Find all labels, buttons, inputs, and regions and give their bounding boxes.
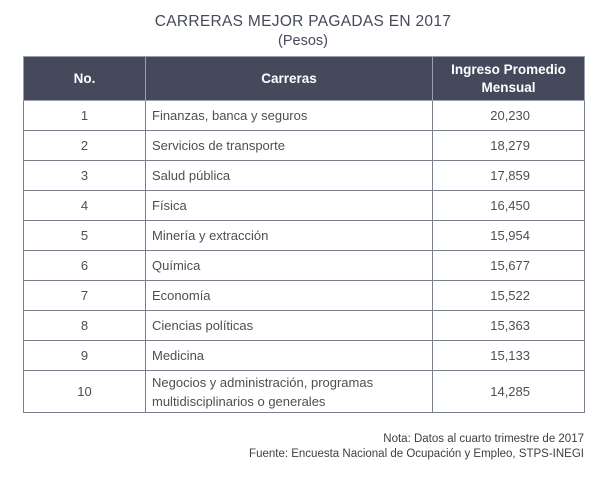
- row-income: 15,522: [433, 281, 585, 311]
- footnotes: [249, 432, 584, 462]
- header-career: Carreras: [146, 57, 433, 101]
- table-row: [24, 341, 585, 371]
- row-income: 17,859: [433, 161, 585, 191]
- row-career: Ciencias políticas: [146, 311, 433, 341]
- table-row: [24, 191, 585, 221]
- table-row: [24, 281, 585, 311]
- row-career: Química: [146, 251, 433, 281]
- row-career: Finanzas, banca y seguros: [146, 101, 433, 131]
- row-no: 9: [24, 341, 146, 371]
- row-no: 3: [24, 161, 146, 191]
- row-career: Servicios de transporte: [146, 131, 433, 161]
- table-row: [24, 371, 585, 413]
- table-row: [24, 101, 585, 131]
- row-career: Minería y extracción: [146, 221, 433, 251]
- row-income: 15,677: [433, 251, 585, 281]
- page-subtitle: (Pesos): [278, 33, 328, 49]
- row-income: 15,363: [433, 311, 585, 341]
- row-income: 15,133: [433, 341, 585, 371]
- row-income: 18,279: [433, 131, 585, 161]
- careers-table: [23, 56, 585, 413]
- header-income-line1: Ingreso Promedio: [451, 61, 566, 77]
- row-career: Economía: [146, 281, 433, 311]
- row-income: 20,230: [433, 101, 585, 131]
- row-no: 5: [24, 221, 146, 251]
- row-career-line2: multidisciplinarios o generales: [152, 393, 326, 409]
- page-title: CARRERAS MEJOR PAGADAS EN 2017: [154, 13, 452, 30]
- row-income: 16,450: [433, 191, 585, 221]
- row-career: Salud pública: [146, 161, 433, 191]
- table-row: [24, 221, 585, 251]
- row-career-line1: Negocios y administración, programas: [152, 374, 374, 390]
- row-no: 6: [24, 251, 146, 281]
- row-no: 10: [24, 371, 146, 413]
- table-row: [24, 131, 585, 161]
- table-row: [24, 311, 585, 341]
- row-no: 4: [24, 191, 146, 221]
- table-row: [24, 251, 585, 281]
- source-text: Fuente: Encuesta Nacional de Ocupación y Empleo, STPS-INEGI: [249, 448, 584, 460]
- row-career: [146, 371, 433, 413]
- row-career: Física: [146, 191, 433, 221]
- row-no: 7: [24, 281, 146, 311]
- header-income: [433, 57, 585, 101]
- row-career: Medicina: [146, 341, 433, 371]
- table-header-row: [24, 57, 585, 101]
- row-income: 15,954: [433, 221, 585, 251]
- row-no: 2: [24, 131, 146, 161]
- row-income: 14,285: [433, 371, 585, 413]
- header-no: No.: [24, 57, 146, 101]
- table-row: [24, 161, 585, 191]
- note-text: Nota: Datos al cuarto trimestre de 2017: [383, 433, 584, 445]
- row-no: 8: [24, 311, 146, 341]
- row-no: 1: [24, 101, 146, 131]
- header-income-line2: Mensual: [481, 79, 536, 95]
